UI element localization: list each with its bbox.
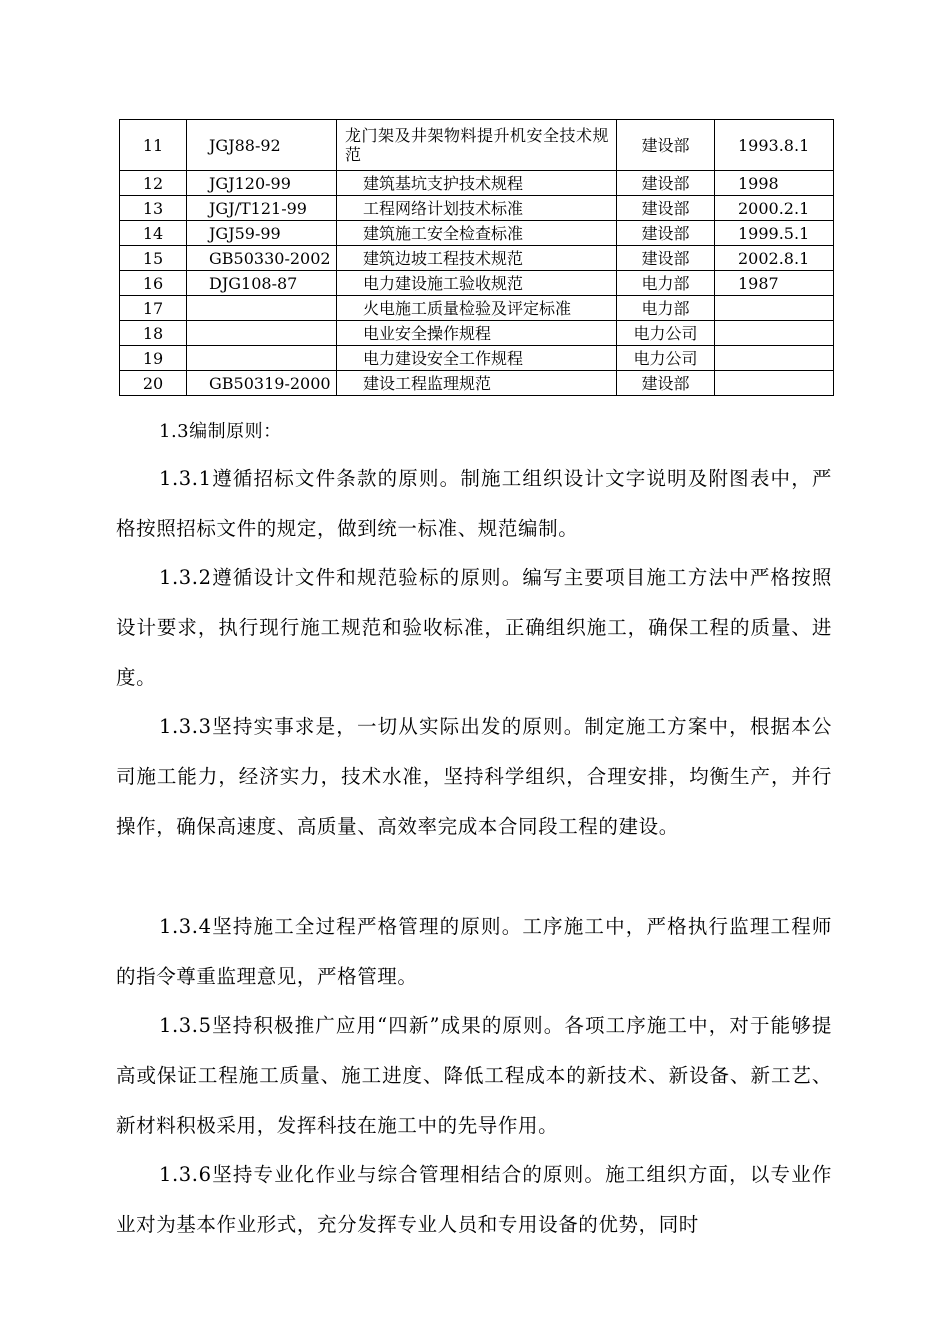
standard-name: 工程网络计划技术标准 xyxy=(337,196,617,221)
standard-name: 电力建设安全工作规程 xyxy=(337,346,617,371)
standard-code: GB50319-2000 xyxy=(187,371,337,396)
standard-name: 建设工程监理规范 xyxy=(337,371,617,396)
standard-code: GB50330-2002 xyxy=(187,246,337,271)
standard-code: DJG108-87 xyxy=(187,271,337,296)
standard-name: 电力建设施工验收规范 xyxy=(337,271,617,296)
row-number: 12 xyxy=(120,171,187,196)
principle-paragraph: 1.3.4坚持施工全过程严格管理的原则。工序施工中，严格执行监理工程师的指令尊重监理意见，严格管理。 xyxy=(116,915,832,988)
standards-table-body xyxy=(120,120,834,396)
issuing-department: 建设部 xyxy=(617,221,715,246)
table-row xyxy=(120,196,834,221)
standard-code xyxy=(187,346,337,371)
row-number: 17 xyxy=(120,296,187,321)
effective-date: 1993.8.1 xyxy=(715,120,834,171)
effective-date xyxy=(715,296,834,321)
effective-date xyxy=(715,346,834,371)
principle-paragraph: 1.3.1遵循招标文件条款的原则。制施工组织设计文字说明及附图表中，严格按照招标文件的规定，做到统一标准、规范编制。 xyxy=(116,467,832,540)
row-number: 16 xyxy=(120,271,187,296)
standard-name: 建筑基坑支护技术规程 xyxy=(337,171,617,196)
issuing-department: 电力公司 xyxy=(617,346,715,371)
effective-date: 1987 xyxy=(715,271,834,296)
table-row xyxy=(120,371,834,396)
issuing-department: 电力部 xyxy=(617,271,715,296)
effective-date: 1999.5.1 xyxy=(715,221,834,246)
table-row xyxy=(120,120,834,171)
table-row xyxy=(120,321,834,346)
effective-date: 2002.8.1 xyxy=(715,246,834,271)
effective-date xyxy=(715,321,834,346)
row-number: 19 xyxy=(120,346,187,371)
section-heading: 1.3编制原则： xyxy=(159,421,282,442)
principle-paragraph: 1.3.2遵循设计文件和规范验标的原则。编写主要项目施工方法中严格按照设计要求，执行现行施工规范和验收标准，正确组织施工，确保工程的质量、进度。 xyxy=(116,566,832,689)
issuing-department: 电力部 xyxy=(617,296,715,321)
standard-name: 火电施工质量检验及评定标准 xyxy=(337,296,617,321)
row-number: 11 xyxy=(120,120,187,171)
standard-name: 建筑边坡工程技术规范 xyxy=(337,246,617,271)
table-row xyxy=(120,246,834,271)
row-number: 15 xyxy=(120,246,187,271)
issuing-department: 建设部 xyxy=(617,196,715,221)
standard-code: JGJ59-99 xyxy=(187,221,337,246)
principle-paragraph: 1.3.3坚持实事求是，一切从实际出发的原则。制定施工方案中，根据本公司施工能力，经济实力，技术水准，坚持科学组织，合理安排，均衡生产，并行操作，确保高速度、高质量、高效率完成本合同段工程的建设。 xyxy=(116,715,832,838)
principle-paragraph: 1.3.5坚持积极推广应用“四新”成果的原则。各项工序施工中，对于能够提高或保证工程施工质量、施工进度、降低工程成本的新技术、新设备、新工艺、新材料积极采用，发挥科技在施工中的先导作用。 xyxy=(116,1014,832,1137)
standard-name: 建筑施工安全检查标准 xyxy=(337,221,617,246)
effective-date: 1998 xyxy=(715,171,834,196)
table-row xyxy=(120,271,834,296)
standards-table xyxy=(119,119,834,396)
row-number: 20 xyxy=(120,371,187,396)
principle-paragraph: 1.3.6坚持专业化作业与综合管理相结合的原则。施工组织方面，以专业作业对为基本作业形式，充分发挥专业人员和专用设备的优势，同时 xyxy=(116,1163,832,1236)
row-number: 14 xyxy=(120,221,187,246)
issuing-department: 电力公司 xyxy=(617,321,715,346)
issuing-department: 建设部 xyxy=(617,371,715,396)
table-row xyxy=(120,221,834,246)
standard-code: JGJ120-99 xyxy=(187,171,337,196)
issuing-department: 建设部 xyxy=(617,120,715,171)
standard-code xyxy=(187,296,337,321)
standard-code xyxy=(187,321,337,346)
table-row xyxy=(120,171,834,196)
effective-date: 2000.2.1 xyxy=(715,196,834,221)
standard-code: JGJ/T121-99 xyxy=(187,196,337,221)
issuing-department: 建设部 xyxy=(617,246,715,271)
standard-code: JGJ88-92 xyxy=(187,120,337,171)
row-number: 18 xyxy=(120,321,187,346)
row-number: 13 xyxy=(120,196,187,221)
standard-name: 电业安全操作规程 xyxy=(337,321,617,346)
issuing-department: 建设部 xyxy=(617,171,715,196)
table-row xyxy=(120,296,834,321)
effective-date xyxy=(715,371,834,396)
standard-name: 龙门架及井架物料提升机安全技术规范 xyxy=(337,120,617,171)
table-row xyxy=(120,346,834,371)
